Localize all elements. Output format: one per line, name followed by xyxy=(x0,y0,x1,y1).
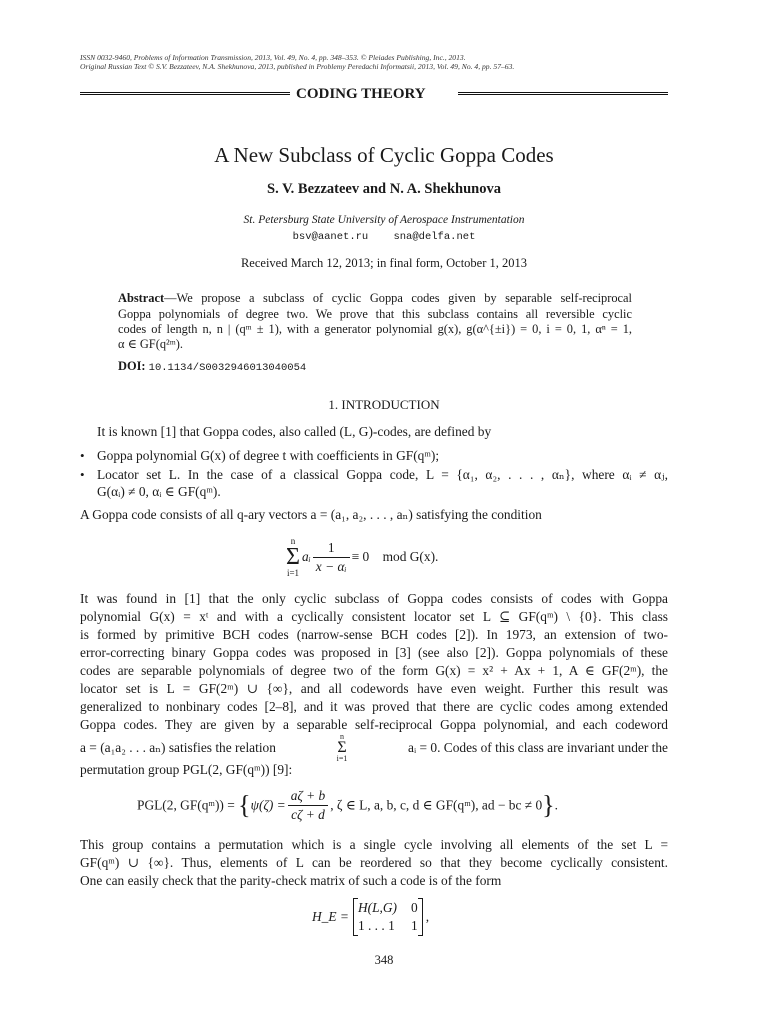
bullet-item-1: Goppa polynomial G(x) of degree t with coefficients in GF(qᵐ); xyxy=(97,448,440,463)
journal-header-line-2: Original Russian Text © S.V. Bezzateev, N.A. Shekhunova, 2013, published in Problemy Peredachi Informatsii, 2013, Vol. 49, No. 4, pp. 57–63. xyxy=(80,62,515,71)
para2-line-4: error-correcting binary Goppa codes was proposed in [3] (see also [2]). Goppa polynomials of these xyxy=(80,645,668,660)
sum-symbol: n Σ i=1 xyxy=(286,536,300,578)
abstract-label: Abstract xyxy=(118,291,165,305)
para2-line-1: It was found in [1] that the only cyclic subclass of Goppa codes consists of codes with Goppa xyxy=(80,591,668,606)
para2-line-8: Goppa codes. They are given by a separable self-reciprocal Goppa polynomial, and each codeword xyxy=(80,717,668,732)
para2-line-2: polynomial G(x) = xᵗ and with a cyclically consistent locator set L ⊆ GF(qᵐ) \ {0}. This class xyxy=(80,609,668,624)
bullet-marker-1: • xyxy=(80,448,85,463)
abstract-line-3: codes of length n, n | (qᵐ ± 1), with a generator polynomial g(x), g(α^{±i}) = 0, i = 0, 1, αⁿ = 1, xyxy=(118,322,632,336)
matrix: H(L,G) 0 1 . . . 1 1 xyxy=(353,898,423,936)
banner-rule-right xyxy=(458,92,668,95)
bullet-item-2-cont: G(αᵢ) ≠ 0, αᵢ ∈ GF(qᵐ). xyxy=(97,484,221,499)
doi xyxy=(118,358,306,376)
fraction: $\frac{1}{\text{x − αᵢ}}$ xyxy=(313,540,350,575)
abstract-line-1: Abstract—We propose a subclass of cyclic Goppa codes given by separable self-reciprocal xyxy=(118,291,632,305)
affiliation: St. Petersburg State University of Aerospace Instrumentation xyxy=(243,214,525,226)
para2-line-10: permutation group PGL(2, GF(qᵐ)) [9]: xyxy=(80,762,293,777)
email-2[interactable]: sna@delfa.net xyxy=(393,231,476,243)
para3-line-1: This group contains a permutation which is a single cycle involving all elements of the set L = xyxy=(80,837,668,852)
intro-sentence: It is known [1] that Goppa codes, also called (L, G)-codes, are defined by xyxy=(97,424,492,439)
banner-rule-left xyxy=(80,92,290,95)
goppa-code-definition: A Goppa code consists of all q-ary vectors a = (a₁, a₂, . . . , aₙ) satisfying the condition xyxy=(80,507,542,522)
fraction-2: $\frac{a\zeta + b}{c\zeta + d}$ xyxy=(288,788,329,823)
para3-line-3: One can easily check that the parity-check matrix of such a code is of the form xyxy=(80,873,502,888)
inline-sum: n Σ i=1 xyxy=(336,732,348,763)
emails xyxy=(0,231,768,243)
abstract-line-4: α ∈ GF(q²ᵐ). xyxy=(118,337,184,351)
equation-3: H_E = H(L,G) 0 1 . . . 1 1 , xyxy=(312,898,429,936)
section-banner: CODING THEORY xyxy=(296,86,426,102)
page-number: 348 xyxy=(374,953,394,967)
journal-header-line-1: ISSN 0032-9460, Problems of Information Transmission, 2013, Vol. 49, No. 4, pp. 348–353. © Pleiades Publishing, Inc., 2013. xyxy=(80,53,466,62)
para3-line-2: GF(qᵐ) ∪ {∞}. Thus, elements of L can be reordered so that they become cyclically consistent. xyxy=(80,855,668,870)
received-dates: Received March 12, 2013; in final form, October 1, 2013 xyxy=(240,256,528,270)
bullet-item-2: Locator set L. In the case of a classical Goppa code, L = {α₁, α₂, . . . , αₙ}, where αᵢ ≠ αⱼ, xyxy=(97,467,668,482)
section-heading: 1. INTRODUCTION xyxy=(328,397,440,412)
doi-label: DOI: xyxy=(118,359,146,373)
paper-title: A New Subclass of Cyclic Goppa Codes xyxy=(214,143,554,167)
para2-line-3: is formed by primitive BCH codes (narrow-sense BCH codes [2]). In 1973, an extension of two- xyxy=(80,627,668,642)
para2-line-5: codes are separable polynomials of degree two of the form G(x) = x² + Ax + 1, A ∈ GF(2ᵐ), the xyxy=(80,663,668,678)
authors: S. V. Bezzateev and N. A. Shekhunova xyxy=(267,181,501,197)
para2-line-6: locator set is L = GF(2ᵐ) ∪ {∞}, and all codewords have even weight. Further this result was xyxy=(80,681,668,696)
email-1[interactable]: bsv@aanet.ru xyxy=(292,231,369,243)
equation-2: PGL(2, GF(qᵐ)) = {ψ(ζ) = $\frac{a\zeta + b}{c\zeta + d}$ , ζ ∈ L, a, b, c, d ∈ GF(qᵐ), ad − bc ≠ 0}. xyxy=(137,788,559,822)
para2-line-7: generalized to nonbinary codes [2–8], and it was proved that there are cyclic codes among extended xyxy=(80,699,668,714)
equation-1: n Σ i=1 aᵢ $\frac{1}{\text{x − αᵢ}}$ ≡ 0 mod G(x). xyxy=(286,536,439,578)
bullet-marker-2: • xyxy=(80,467,85,482)
doi-link[interactable]: 10.1134/S0032946013040054 xyxy=(148,362,307,374)
para2-line-9: a = (a₁a₂ . . . aₙ) satisfies the relation n Σ i=1 aᵢ = 0. Codes of this class are invariant under the xyxy=(80,732,668,763)
abstract-line-2: Goppa polynomials of degree two. We prove that this subclass contains all reversible cyclic xyxy=(118,307,632,321)
